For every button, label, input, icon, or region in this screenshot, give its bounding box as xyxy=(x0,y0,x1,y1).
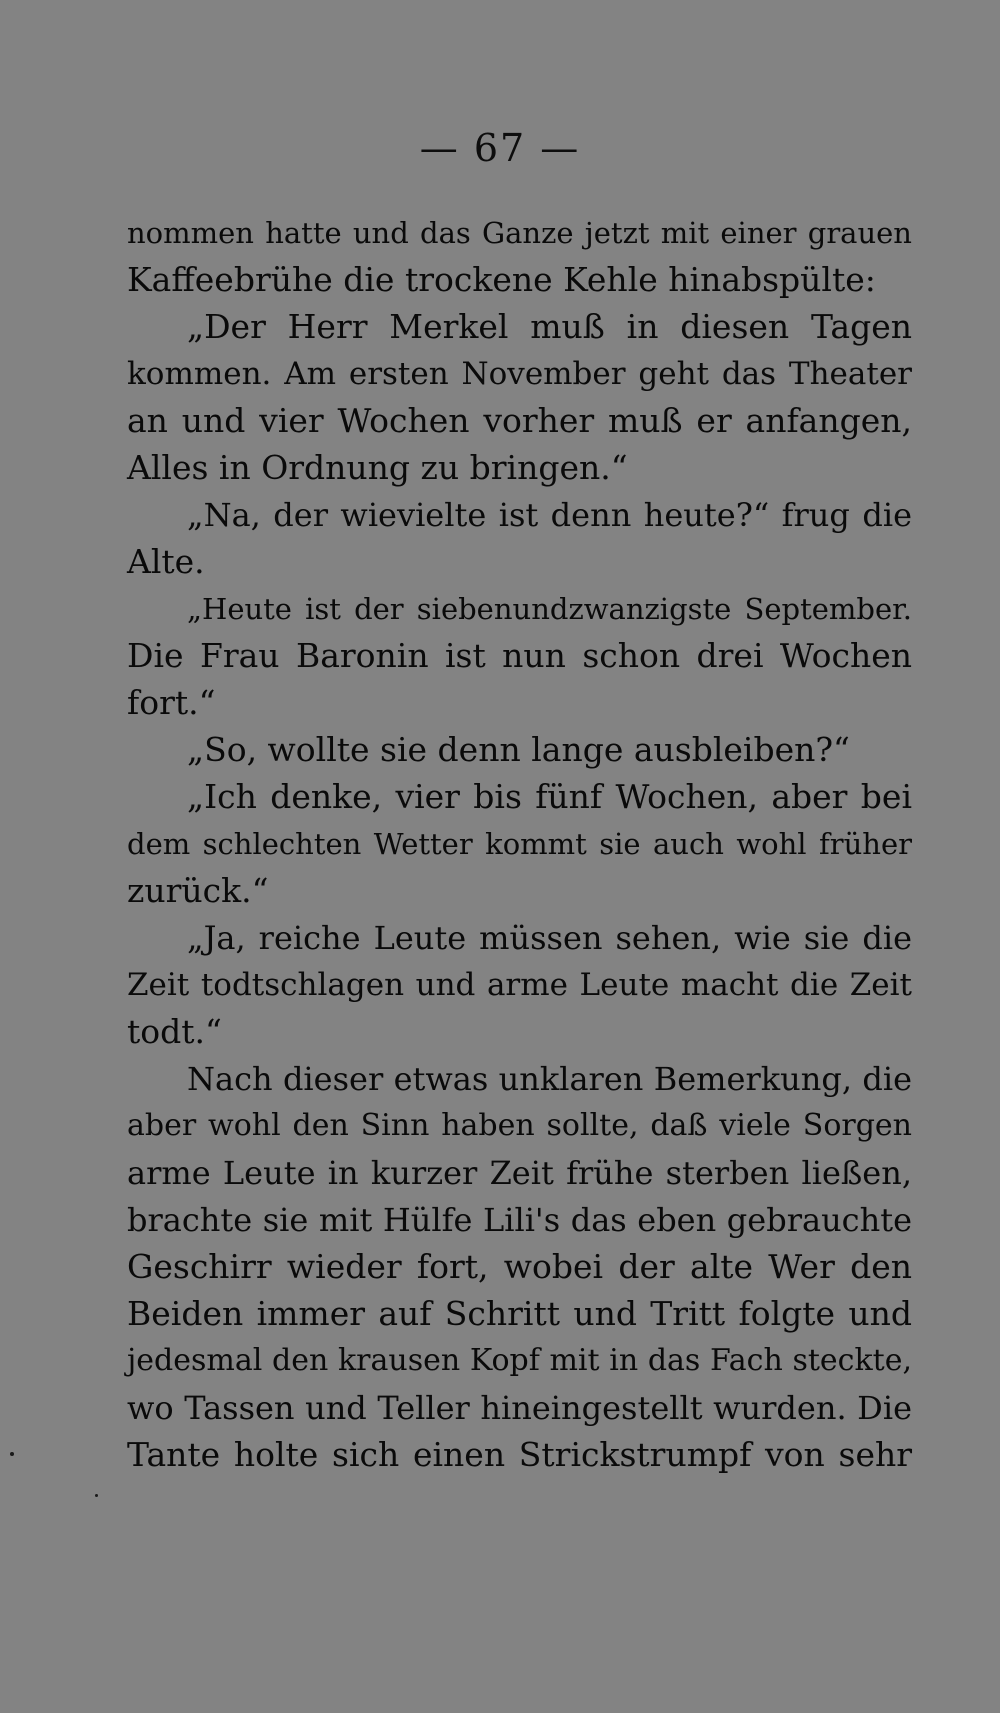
text-line: Tante holte sich einen Strickstrumpf von sehr xyxy=(127,1435,912,1474)
text-line: Alte. xyxy=(127,542,205,581)
text-line: todt.“ xyxy=(127,1012,222,1051)
text-line: Die Frau Baronin ist nun schon drei Wochen xyxy=(127,636,912,675)
text-line: Zeit todtschlagen und arme Leute macht die Zeit xyxy=(127,967,912,1003)
text-line: kommen. Am ersten November geht das Theater xyxy=(127,356,912,392)
text-line: aber wohl den Sinn haben sollte, daß viele Sorgen xyxy=(127,1108,912,1143)
text-line: „Heute ist der siebenundzwanzigste September. xyxy=(187,592,912,626)
text-line: Beiden immer auf Schritt und Tritt folgte und xyxy=(127,1294,912,1333)
print-speck xyxy=(95,1494,98,1497)
text-line: „Der Herr Merkel muß in diesen Tagen xyxy=(187,307,912,346)
text-line: Kaffeebrühe die trockene Kehle hinabspülte: xyxy=(127,260,876,299)
text-line: „So, wollte sie denn lange ausbleiben?“ xyxy=(187,730,850,769)
text-line: „Ich denke, vier bis fünf Wochen, aber bei xyxy=(187,777,912,816)
text-line: „Ja, reiche Leute müssen sehen, wie sie die xyxy=(187,919,912,957)
page-number: — 67 — xyxy=(419,126,581,170)
text-line: brachte sie mit Hülfe Lili's das eben gebrauchte xyxy=(127,1201,912,1239)
text-line: jedesmal den krausen Kopf mit in das Fach steckte, xyxy=(127,1343,912,1378)
text-line: fort.“ xyxy=(127,683,216,722)
text-line: nommen hatte und das Ganze jetzt mit einer grauen xyxy=(127,216,912,250)
text-line: an und vier Wochen vorher muß er anfangen, xyxy=(127,401,912,440)
text-line: Alles in Ordnung zu bringen.“ xyxy=(127,448,628,487)
text-line: wo Tassen und Teller hineingestellt wurden. Die xyxy=(127,1389,912,1427)
text-line: zurück.“ xyxy=(127,871,269,910)
text-line: arme Leute in kurzer Zeit frühe sterben ließen, xyxy=(127,1154,912,1192)
text-line: Geschirr wieder fort, wobei der alte Wer den xyxy=(127,1247,912,1286)
text-line: dem schlechten Wetter kommt sie auch wohl früher xyxy=(127,827,912,861)
text-line: „Na, der wievielte ist denn heute?“ frug die xyxy=(187,496,912,534)
print-speck xyxy=(10,1452,14,1456)
text-line: Nach dieser etwas unklaren Bemerkung, die xyxy=(187,1060,912,1098)
